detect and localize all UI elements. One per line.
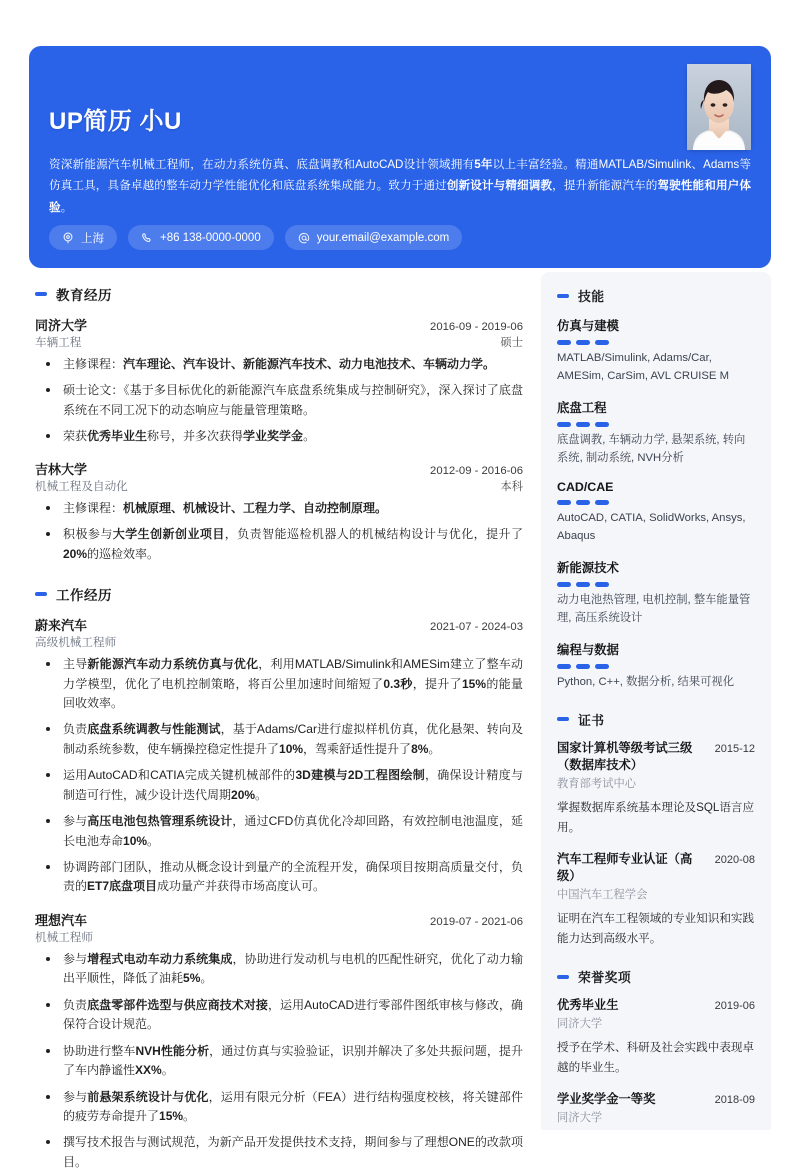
skill-group (557, 558, 755, 627)
skill-item-list: MATLAB/Simulink, Adams/Car, AMESim, CarSim, AVL CRUISE M (557, 352, 729, 382)
resume-header-card (29, 46, 771, 268)
section-header-education (35, 284, 523, 304)
skill-group-name: 编程与数据 (557, 643, 619, 657)
skill-item-list: 动力电池热管理, 电机控制, 整车能量管理, 高压系统设计 (557, 594, 751, 624)
bullet-item: 积极参与大学生创新创业项目，负责智能巡检机器人的机械结构设计与优化，提升了20%的巡检效率。 (35, 525, 523, 564)
entry-title-row (35, 910, 523, 929)
skill-level-meter (557, 340, 755, 345)
credential-description: 授予在学术、科研及社会实践中表现卓越的毕业生。 (557, 1041, 755, 1075)
bullet-item: 运用AutoCAD和CATIA完成关键机械部件的3D建模与2D工程图绘制，确保设计精度与制造可行性，减少设计迭代周期20%。 (35, 766, 523, 805)
award-list (557, 997, 755, 1125)
credential-date: 2020-08 (714, 853, 755, 866)
credential-name: 优秀毕业生 (557, 998, 619, 1013)
credential-name: 国家计算机等级考试三级（数据库技术） (557, 740, 693, 772)
at-email-icon (298, 232, 310, 244)
skill-level-meter (557, 582, 755, 587)
entry-date: 2021-07 - 2024-03 (430, 621, 523, 634)
credential-description: 证明在汽车工程领域的专业知识和实践能力达到高级水平。 (557, 912, 755, 946)
skill-level-meter (557, 500, 755, 505)
credential-item (557, 851, 755, 949)
school-name: 同济大学 (35, 318, 88, 333)
credential-date: 2015-12 (714, 742, 755, 755)
entry-date: 2012-09 - 2016-06 (430, 464, 523, 477)
bullet-item: 荣获优秀毕业生称号，并多次获得学业奖学金。 (35, 427, 523, 446)
skill-level-bar (576, 340, 590, 345)
section-dash-icon (557, 975, 569, 979)
portrait-photo-icon (687, 64, 751, 150)
bullet-list (35, 950, 523, 1172)
credential-issuer: 中国汽车工程学会 (557, 889, 648, 902)
phone-icon (141, 232, 153, 244)
bullet-item: 负责底盘零部件选型与供应商技术对接，运用AutoCAD进行零部件图纸审核与修改，确保符合设计规范。 (35, 996, 523, 1035)
section-dash-icon (35, 592, 47, 596)
avatar (687, 64, 751, 150)
skill-group (557, 316, 755, 385)
entry-title-row (35, 315, 523, 334)
bullet-item: 主导新能源汽车动力系统仿真与优化，利用MATLAB/Simulink和AMESim建立了整车动力学模型，优化了电机控制策略，将百公里加速时间缩短了0.3秒，提升了15%的能量回收效率。 (35, 655, 523, 713)
section-dash-icon (35, 292, 47, 296)
skill-item-list: AutoCAD, CATIA, SolidWorks, Ansys, Abaqus (557, 512, 746, 542)
skill-group-list (557, 316, 755, 692)
skill-level-bar (557, 340, 571, 345)
skill-level-bar (576, 500, 590, 505)
bullet-list (35, 499, 523, 564)
credential-item (557, 740, 755, 838)
credential-item (557, 997, 755, 1078)
bullet-item: 硕士论文：《基于多目标优化的新能源汽车底盘系统集成与控制研究》，深入探讨了底盘系统在不同工况下的动态响应与能量管理策略。 (35, 381, 523, 420)
bullet-list (35, 355, 523, 447)
section-work-experience (35, 584, 523, 1172)
skill-group (557, 640, 755, 692)
major-name: 机械工程及自动化 (35, 479, 128, 493)
work-entry (35, 910, 523, 1172)
job-title: 高级机械工程师 (35, 636, 117, 650)
credential-issuer: 同济大学 (557, 1018, 603, 1031)
skill-level-meter (557, 664, 755, 669)
entry-sub-row (35, 634, 523, 650)
bullet-item: 协调跨部门团队，推动从概念设计到量产的全流程开发，确保项目按期高质量交付，负责的ET7底盘项目成功量产并获得市场高度认可。 (35, 858, 523, 897)
skill-group-name: 新能源技术 (557, 561, 619, 575)
bullet-list (35, 655, 523, 897)
entry-sub-row (35, 929, 523, 945)
sidebar-column (541, 272, 771, 1130)
skill-level-bar (576, 582, 590, 587)
credential-title-row (557, 740, 755, 774)
section-dash-icon (557, 717, 569, 721)
skill-level-bar (595, 422, 609, 427)
entry-date: 2019-07 - 2021-06 (430, 915, 523, 928)
bullet-item: 参与前悬架系统设计与优化，运用有限元分析（FEA）进行结构强度校核，将关键部件的疲劳寿命提升了15%。 (35, 1088, 523, 1127)
skill-item-list: Python, C++, 数据分析, 结果可视化 (557, 676, 735, 688)
contact-location-text: 上海 (81, 232, 104, 245)
bullet-item: 参与增程式电动车动力系统集成，协助进行发动机与电机的匹配性研究，优化了动力输出平顺性，降低了油耗5%。 (35, 950, 523, 989)
bullet-item: 负责底盘系统调教与性能测试，基于Adams/Car进行虚拟样机仿真，优化悬架、转向及制动系统参数，使车辆操控稳定性提升了10%，驾乘舒适性提升了8%。 (35, 720, 523, 759)
page-title: UP简历 小U (49, 108, 182, 135)
credential-name: 学业奖学金一等奖 (557, 1092, 656, 1107)
school-name: 吉林大学 (35, 461, 88, 477)
skill-level-bar (595, 582, 609, 587)
company-name: 蔚来汽车 (35, 618, 88, 634)
section-dash-icon (557, 294, 569, 298)
degree-label: 本科 (500, 480, 523, 493)
section-header-skills (557, 286, 755, 305)
section-title: 工作经历 (56, 588, 112, 604)
credential-description: 掌握数据库系统基本理论及SQL语言应用。 (557, 800, 755, 834)
bullet-item: 主修课程：汽车理论、汽车设计、新能源汽车技术、动力电池技术、车辆动力学。 (35, 355, 523, 374)
entry-sub-row (35, 478, 523, 494)
main-column (29, 272, 529, 1169)
skill-group (557, 398, 755, 467)
section-title: 证书 (578, 712, 605, 728)
education-entry (35, 315, 523, 447)
skill-group-name: CAD/CAE (557, 480, 614, 494)
credential-title-row (557, 997, 755, 1014)
skill-group-name: 仿真与建模 (557, 319, 619, 333)
contact-email-text: your.email@example.com (316, 231, 450, 244)
bullet-item: 撰写技术报告与测试规范，为新产品开发提供技术支持，期间参与了理想ONE的改款项目。 (35, 1133, 523, 1172)
section-skills (557, 286, 755, 692)
credential-issuer: 同济大学 (557, 1112, 603, 1125)
entry-title-row (35, 615, 523, 634)
job-title: 机械工程师 (35, 930, 93, 944)
section-awards (557, 967, 755, 1125)
section-title: 荣誉奖项 (578, 970, 632, 986)
contact-list (49, 225, 462, 250)
skill-group-name: 底盘工程 (557, 401, 607, 415)
skill-level-bar (576, 422, 590, 427)
major-name: 车辆工程 (35, 336, 82, 349)
header-top-row (29, 46, 771, 152)
contact-phone-text: +86 138-0000-0000 (160, 231, 261, 244)
certificate-list (557, 740, 755, 950)
bullet-item: 主修课程：机械原理、机械设计、工程力学、自动控制原理。 (35, 499, 523, 518)
section-education (35, 284, 523, 564)
skill-level-meter (557, 422, 755, 427)
skill-level-bar (557, 422, 571, 427)
skill-level-bar (595, 340, 609, 345)
skill-group (557, 480, 755, 545)
section-certificates (557, 710, 755, 950)
skill-item-list: 底盘调教, 车辆动力学, 悬架系统, 转向系统, 制动系统, NVH分析 (557, 434, 746, 464)
bullet-item: 参与高压电池包热管理系统设计，通过CFD仿真优化冷却回路，有效控制电池温度，延长电池寿命10%。 (35, 812, 523, 851)
section-header-work (35, 584, 523, 604)
skill-level-bar (557, 500, 571, 505)
contact-phone[interactable] (128, 225, 274, 250)
credential-issuer: 教育部考试中心 (557, 777, 637, 790)
company-name: 理想汽车 (35, 912, 88, 928)
section-title: 技能 (578, 289, 605, 304)
skill-level-bar (576, 664, 590, 669)
work-entry (35, 615, 523, 897)
section-header-certificates (557, 710, 755, 729)
section-header-awards (557, 967, 755, 986)
credential-title-row (557, 1091, 755, 1108)
education-entry (35, 459, 523, 564)
contact-location[interactable] (49, 225, 117, 250)
professional-summary: 资深新能源汽车机械工程师，在动力系统仿真、底盘调教和AutoCAD设计领域拥有5年以上丰富经验。精通MATLAB/Simulink、Adams等仿真工具，具备卓越的整车动力学性能优化和底盘系统集成能力。致力于通过创新设计与精细调教，提升新能源汽车的驾驶性能和用户体验。 (49, 158, 751, 214)
degree-label: 硕士 (500, 337, 523, 349)
entry-date: 2016-09 - 2019-06 (430, 321, 523, 333)
credential-title-row (557, 851, 755, 885)
bullet-item: 协助进行整车NVH性能分析，通过仿真与实验验证，识别并解决了多处共振问题，提升了车内静谧性XX%。 (35, 1042, 523, 1081)
entry-title-row (35, 459, 523, 478)
location-pin-icon (62, 232, 74, 244)
credential-date: 2018-09 (714, 1094, 755, 1107)
resume-body (0, 272, 800, 1169)
skill-level-bar (557, 582, 571, 587)
credential-name: 汽车工程师专业认证（高级） (557, 851, 693, 883)
skill-level-bar (595, 500, 609, 505)
credential-date: 2019-06 (714, 1000, 755, 1013)
skill-level-bar (595, 664, 609, 669)
credential-item (557, 1091, 755, 1125)
contact-email[interactable] (285, 225, 462, 250)
entry-sub-row (35, 334, 523, 350)
section-title: 教育经历 (56, 288, 112, 303)
skill-level-bar (557, 664, 571, 669)
